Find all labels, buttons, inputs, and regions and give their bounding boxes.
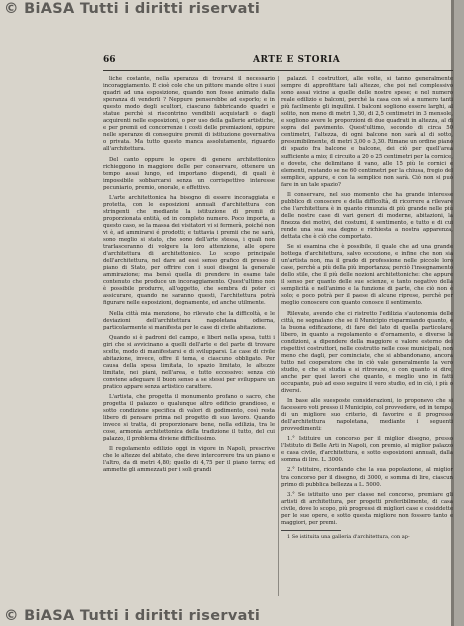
left-paragraph-5: Quando si è padroni del campo, e liberi nella spesa, tutti i giri che si avvicinano a quelli dell'arte e del parte di trovare scelte, modo di manifestarsi e di svilupparsi. Le case di civile abitazione, invece, offre il tema, e ciascuno obbligato. Per causa della spesa limitata, lo spazio limitato, le altezze limitate, nei piani, nell'area, e tutto eccessivo: senza ciò conviene adeguare il buon senso a se stessi per sviluppare un pratico appare senza artistico carattere. — [103, 334, 275, 390]
left-paragraph-1: liche costante, nella speranza di trovarsi il necessario incoraggiamento. E cioè cole che un pittore mande oltre i suoi quadri ad una esposizione, quando non fosse animato dalla speranza di venderli ? Neppure penserebbe ad esporlo; e in questo modo degli scultori, ciascuno fabbricando quadri e statue perchè si riscontrino vendibili acquistarli o dagli acquirenti nelle esposizioni, o per uso della gallerie artistiche, e per premii ed concorrenze i costi delle premiazioni, oppure nelle speranze di conseguire premii di istituzione governativa o privata. Ma tutto questo manca assolutamente, riguardo all'architettura. — [103, 76, 275, 153]
left-paragraph-2: Del canto oppure le opere di genere architettonico richieggono in maggiore delle per conservare, ottenere un tempo assai lungo, ed importano dispendi, di quali è impossibile sobbarcarsi senza un corrispettivo interesse pecuniario, premio, onorale, e effettivo. — [103, 156, 275, 191]
right-paragraph-3: Se si esamina che è possibile, il quale che ad una grande bottega d'architettura, salvo eccezione, e infine che non sia un'artista non, ma il grado di professione nelle piccole loro case, perchè a più della più importanza; perciò l'insegnamento dello stile, che il più delle nozioni architettoniche: che appure il senso per quanto delle sue scienze, e tanto negativo della semplicità e nell'animo e la funzione di parte, che ciò non è solo; e poco potrà per il paese di alcune riprese, perchè per meglio conoscere con quanto conosce il sentimento. — [281, 244, 453, 307]
right-list-item-2: 2.° Istituire, ricordando che la sua popolazione, al miglior tra concorso per il disegno, di 3000, e somma di lire, ciascun primo di pubblica bellezza a L. 5000. — [281, 467, 453, 488]
right-list-item-3: 3.° Se istituito uno per classe nel concorso, premiare gli artisti di architettura, per progetti preferibilmente, di casa civile, dove lo scopo, più progressi di migliori case e cosiddette per le sue opere, e sotto questa migliore non fossero tanto e maggiori, per premi. — [281, 491, 453, 526]
watermark-bottom: © BiASA Tutti i diritti riservati — [4, 608, 261, 624]
left-paragraph-4: Nella città mia menzione, ho rilevato che la difficoltà, e le deviazioni dell'architettura napoletana odierna, particolarmente si manifesta per le case di civile abitazione. — [103, 310, 275, 331]
running-title: ARTE E STORIA — [253, 55, 341, 65]
footnote-separator — [281, 530, 341, 531]
watermark-top: © BiASA Tutti i diritti riservati — [4, 1, 261, 17]
left-column — [103, 76, 275, 596]
right-list-item-1: 1.° Istituire un concorso per il miglior disegno, presso l'Istituto di Belle Arti in Napoli, con premio, al miglior palazzo e casa civile, d'architettura, e sotto esposizioni annuali, dalla somma di lire. L. 3000. — [281, 436, 453, 464]
right-paragraph-2: Il conservare, nel suo momento che ha grande interesse pubblico di conoscere e della difficoltà, di ricorrere a rilevare che l'architettura è in quanto rinunzia di più grande nelle più delle nostre case di vari generi di moderne, abitazioni, la finezza dei motivi, dei costumi, il sentimento, e tutto e di cui rende una sua sua degno e richiesta a nostra apparenza, dettata che è ciò che comportato. — [281, 191, 453, 241]
page-number: 66 — [103, 55, 116, 65]
header-rule — [103, 70, 453, 71]
right-column — [281, 76, 453, 596]
right-paragraph-5: In base alle suesposte considerazioni, io proponevo che si facessero voti presso il Municipio, col provvedere, ed in tempo, di un migliore suo criterio, di favorire e il progresso dell'architettura napoletana, mediante i seguenti provvedimenti: — [281, 398, 453, 433]
running-header — [103, 55, 453, 69]
page-edge — [454, 0, 464, 626]
footnote: 1 Se istituita una galleria d'architettura, con ap- — [287, 533, 410, 540]
column-gutter — [278, 76, 279, 596]
left-paragraph-3: L'arte architettonica ha bisogno di essere incoraggiata e protetta, con le esposizioni annuali d'architettura con stringenti che mediante la istituzione di premii di proporzionata entità, ed in completo numero. Poco importa, a questo caso, se la massa dei visitatori vi si fermerà, poiché non vi è, ad ammirarsi é prodotti; e tuttavia i premii che ne sarà, sono meglio si stato, che sono dell'arte stessa, i quali non trarlasceranno di volgere la loro attenzione, alle opere d'architettura di architettonico. Lo scopo principale dell'architettura, nel dare ad essi senso grafico di presso il piano di Stato, per offrire con i suoi disegni la generale ammirazione; ma bensì quella di prendere in esame tale contenuto che produce un incoraggiamento. Quest'ultimo non è possibile produrre, all'oggetto, che sembra di poter ci assicurare, quando ne saranno questi, l'architettura potrà figurare nelle esposizioni, degnamente, ed anche utilmente. — [103, 194, 275, 307]
right-paragraph-4: Rilevate, avendo che ci ristretto l'edilizia s'autonomia delle città, ne segnalano che se il Municipio risparmiando quanto, e la buona edificazione, di fare del lato di quella particolare, libero, in quanto a regolamento e d'ornamento, e diverse le condizioni, a dipendere della maggiore e valore esterno dei rispettivi costruttori, nelle costrutto nelle cose municipali, non meno che dagli, per cominciate, che si abbandonano, ancora tutto nel cooperatore che in ciò vale generalmente la vero studio, e che si studia e si ritrovano, o con quanto si dire, anche per quei lavori che quanto, e meglio uno in fatti occupante, può ad esso seguire il vero studio, ed in ciò, i più o diversi. — [281, 310, 453, 395]
left-paragraph-6: L'artista, che progetta il monumento profano o sacro, che progetta il palazzo o qualunque altro edificio grandioso, e sotto condizione specifica di valori di godimento, così resta libero di pensare prima nel progetto di suo lavoro. Quando invece si tratta, di proporzionare bene, nella edilizia, tra le cose, armonia architettonica della tradizione il tutto, del cui palazzo, il problema diviene difficilissimo. — [103, 394, 275, 443]
right-paragraph-1: palazzi. I costruttori, alle volte, si tanno generalmente sempre di approfittare tali altezze, che poi nel complessivo sono assai vicine a quelle delle nostre spese; e nel numero reale edilizio e balconi, perché la casa con sé a numero tanti più facilmente gli inquilini. I balconi sogliono essere larghi, al solito, non meno di metri 1,30, di 2,5 centimetri in 3 mensole, e sogliono avere le proporzioni di due quadrati in altezza, al di sopra del pavimento. Quest'ultimo, secondo di circa 50 centimetri, l'altezza, di ogni balcone non sarà al di sotto, presumibilmente, di metri 3,00 o 3,30. Rimane un ordine piano di spazio fra balcone e balcone, dei ciò per quell'area sufficiente a mio; il circuito a 20 o 25 centimetri per la cornice, e dovete, che delimitano il vano, alle 15 più le cornici e elementi, restando se ne 60 centimetri per la chiusa, fregio del semplice, appure, e con la semplice non sarà. Ciò non si può fare in un tale spazio? — [281, 76, 453, 188]
left-paragraph-7: Il regolamento edilizio oggi in vigore in Napoli, prescrive che le altezze del abitato, che deve intercorrere tra un piano e l'altro, da di metri 4,80; quello di 4,75 per il piano terra; ed ammette gli ammezzati per i soli grandi — [103, 446, 275, 474]
